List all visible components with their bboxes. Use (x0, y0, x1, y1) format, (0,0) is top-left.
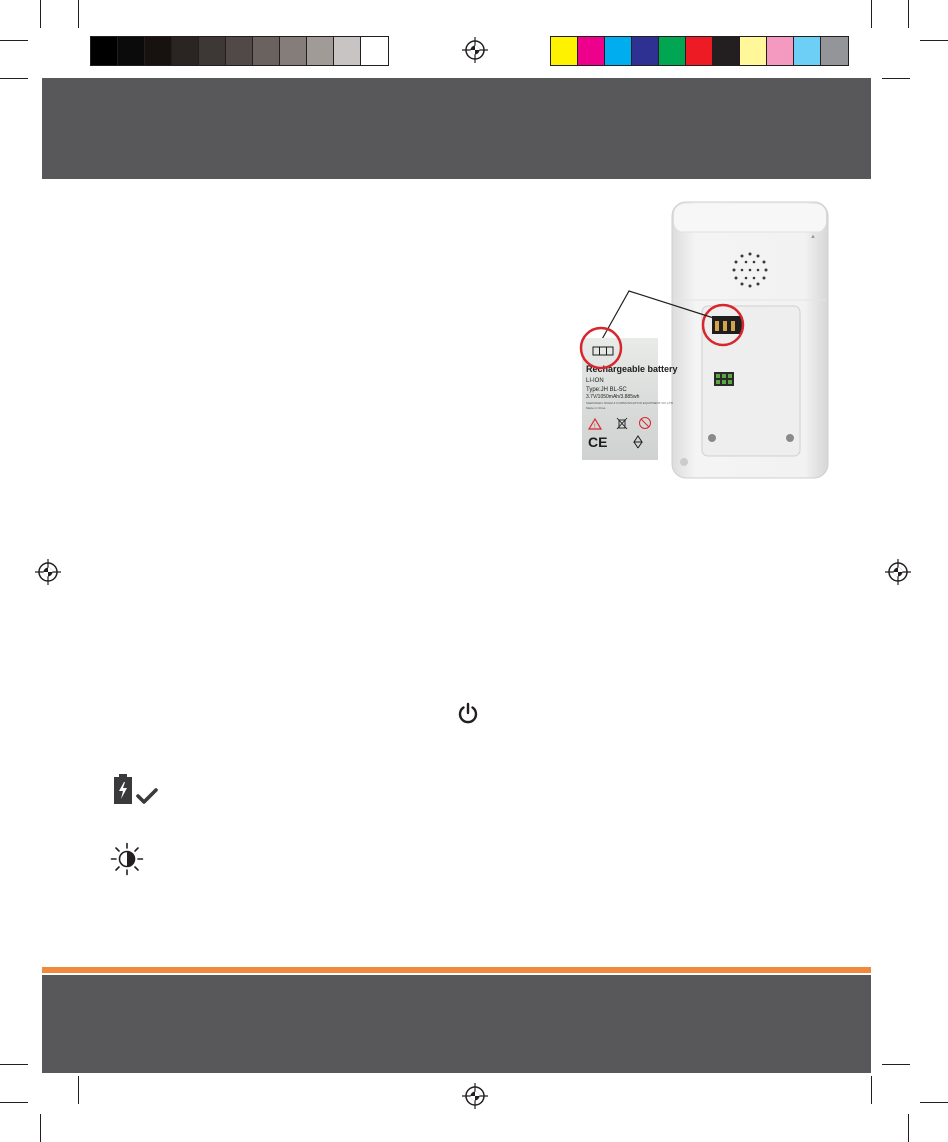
battery-model: Type:JH BL-5C (586, 387, 627, 393)
crop-mark-tl-v (40, 0, 41, 28)
crop-mark-br-h (920, 1102, 948, 1103)
crop-mark-tl-h (0, 40, 28, 41)
color-swatch (740, 37, 767, 65)
crop-mark-tl2-v (78, 0, 79, 28)
svg-text:▲: ▲ (810, 234, 816, 240)
gray-swatch (253, 37, 280, 65)
crop-mark-bl-v (40, 1114, 41, 1142)
header-band (42, 78, 871, 179)
crop-mark-bl-h (0, 1102, 28, 1103)
gray-swatch (145, 37, 172, 65)
crop-mark-tr-h (920, 40, 948, 41)
color-swatch (713, 37, 740, 65)
color-swatch (659, 37, 686, 65)
footer-band (42, 975, 871, 1073)
crop-mark-br-v (908, 1114, 909, 1142)
color-swatch (578, 37, 605, 65)
color-swatch (551, 37, 578, 65)
color-swatch (767, 37, 794, 65)
ce-mark: CE (588, 434, 608, 450)
battery-charging-icon (114, 774, 132, 804)
warning-triangle-icon (588, 418, 602, 430)
registration-mark-left-icon (34, 558, 62, 586)
crop-mark-tl2-h (0, 78, 28, 79)
color-swatch (605, 37, 632, 65)
crop-mark-tr-v (908, 0, 909, 28)
color-swatch (821, 37, 848, 65)
grayscale-bar (90, 36, 389, 66)
battery-type: LI-ION (586, 378, 604, 384)
gray-swatch (307, 37, 334, 65)
battery-origin: Made in China (586, 406, 606, 410)
battery-spec: 3.7V/1050mAh/3.885wh (586, 394, 640, 400)
battery-title: Rechargeable battery (586, 364, 678, 374)
gray-swatch (226, 37, 253, 65)
crop-mark-br2-h (882, 1064, 910, 1065)
color-swatch (686, 37, 713, 65)
footer-accent-line (42, 967, 871, 973)
svg-text:!: ! (594, 424, 596, 430)
crop-mark-br2-v (871, 1076, 872, 1104)
color-swatch (794, 37, 821, 65)
gray-swatch (280, 37, 307, 65)
battery-maker: SHENZHEN JINGHUI COMMUNICATION EQUIPMENT CO.,LTD (586, 401, 674, 405)
brightness-icon (110, 842, 144, 876)
crop-mark-tr2-h (882, 78, 910, 79)
checkmark-icon (136, 788, 158, 804)
power-icon (456, 701, 480, 725)
registration-mark-top-icon (461, 36, 489, 64)
gray-swatch (199, 37, 226, 65)
crop-mark-bl2-h (0, 1064, 28, 1065)
recycle-icon (630, 434, 646, 450)
gray-swatch (118, 37, 145, 65)
no-pb-icon (638, 416, 652, 430)
registration-mark-right-icon (884, 558, 912, 586)
crossed-bin-icon (616, 417, 628, 430)
gray-swatch (334, 37, 361, 65)
crop-mark-tr2-v (871, 0, 872, 28)
gray-swatch (361, 37, 388, 65)
gray-swatch (172, 37, 199, 65)
color-bar (550, 36, 849, 66)
color-swatch (632, 37, 659, 65)
label-contacts-highlight-circle (578, 325, 624, 371)
registration-mark-bottom-icon (461, 1082, 489, 1110)
crop-mark-bl2-v (78, 1076, 79, 1104)
gray-swatch (91, 37, 118, 65)
